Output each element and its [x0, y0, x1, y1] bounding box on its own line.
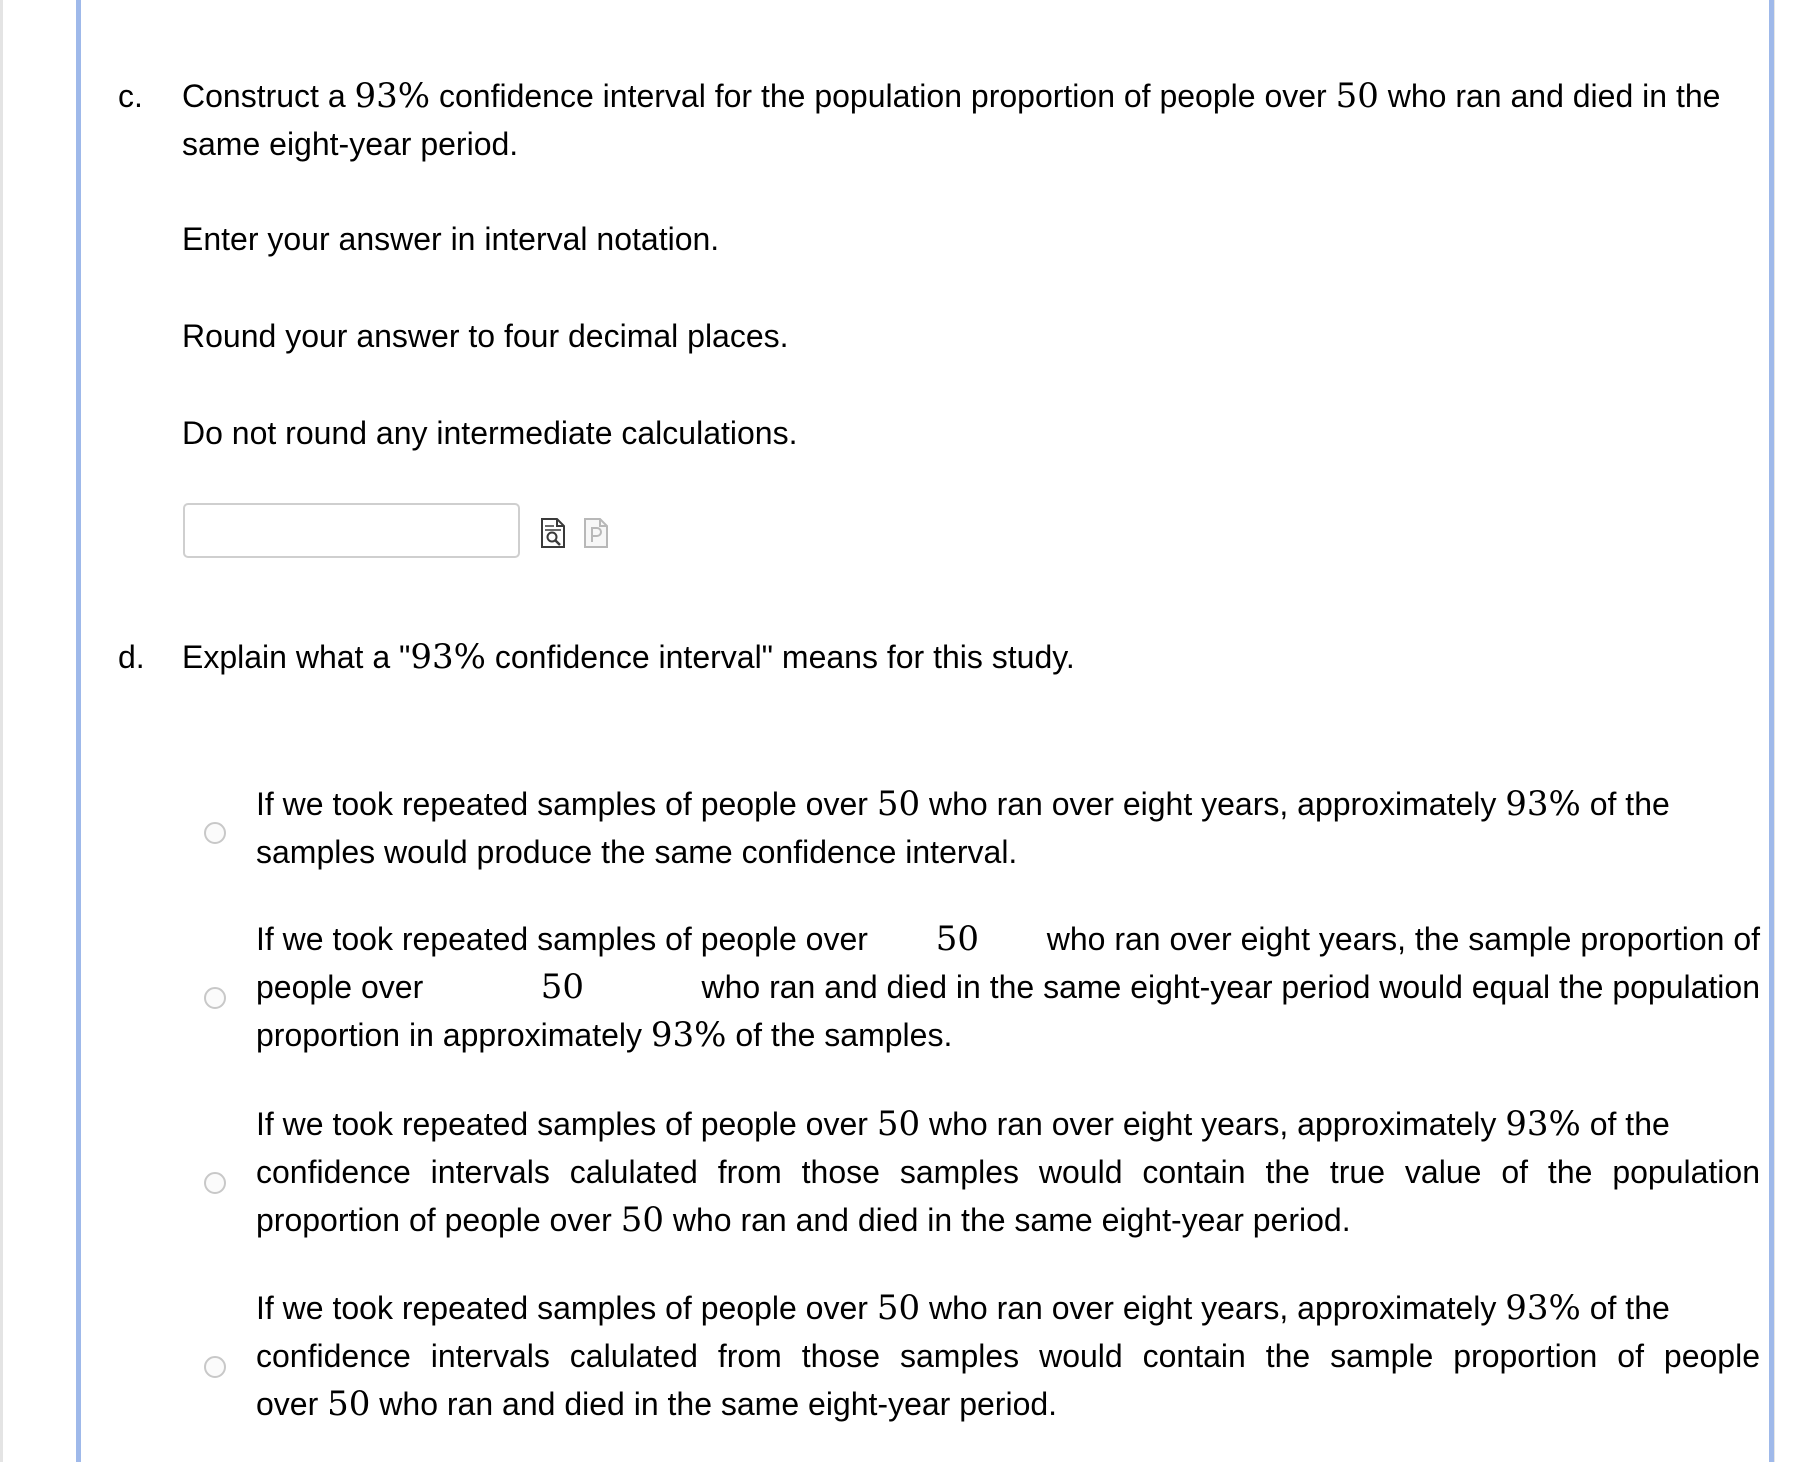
age-number: 50 [876, 784, 921, 824]
right-margin [1774, 0, 1804, 1462]
option-text[interactable] [256, 780, 1760, 876]
option-line: confidence intervals calulated from those samples would contain the true value of the population [256, 1154, 1760, 1190]
equation-editor-icon[interactable] [583, 517, 609, 549]
option-line [256, 1196, 1760, 1244]
age-number: 50 [935, 919, 979, 959]
question-d-prompt [182, 633, 1764, 681]
prompt-text: confidence interval" means for this study. [485, 639, 1075, 675]
preview-document-icon[interactable] [540, 517, 566, 549]
prompt-text: Construct a [182, 78, 346, 114]
question-c-prompt [182, 72, 1764, 168]
option-line [256, 780, 1760, 828]
option-line [256, 915, 1760, 963]
left-border [0, 0, 3, 1462]
confidence-level: 93% [1505, 784, 1581, 824]
option-text-part: who ran over eight years, approximately [928, 786, 1497, 822]
confidence-level: 93% [1505, 1104, 1581, 1144]
age-number: 50 [327, 1384, 371, 1424]
option-text-part: who ran and died in the same eight-year period. [379, 1386, 1058, 1422]
confidence-level: 93% [410, 637, 486, 677]
option-text-part: who ran over eight years, approximately [928, 1290, 1497, 1326]
option-text-part: who ran over eight years, approximately [928, 1106, 1497, 1142]
answer-input[interactable] [183, 503, 520, 558]
option-text-part: of the [1589, 786, 1670, 822]
option-line: samples would produce the same confidence interval. [256, 834, 1018, 870]
option-text-part: If we took repeated samples of people over [256, 1106, 868, 1142]
age-number: 50 [540, 967, 584, 1007]
age-number: 50 [1335, 76, 1379, 116]
option-text[interactable] [256, 915, 1760, 1059]
confidence-level: 93% [1505, 1288, 1581, 1328]
option-text-part: over [256, 1386, 319, 1422]
option-text-part: who ran over eight years, the sample proportion of [1046, 921, 1760, 957]
option-text-part: of the [1589, 1290, 1670, 1326]
age-number: 50 [876, 1104, 921, 1144]
prompt-text: Explain what a " [182, 639, 411, 675]
instruction-round: Round your answer to four decimal places. [182, 318, 789, 354]
option-text-part: If we took repeated samples of people over [256, 786, 868, 822]
option-line: confidence intervals calulated from those samples would contain the sample proportion of people [256, 1338, 1760, 1374]
question-frame-left-border [76, 0, 81, 1462]
radio-button[interactable] [204, 1172, 226, 1194]
option-line [256, 1380, 1760, 1428]
option-line [256, 963, 1760, 1011]
option-line [256, 1011, 1760, 1059]
confidence-level: 93% [650, 1015, 727, 1055]
option-text[interactable] [256, 1284, 1760, 1428]
option-text-part: of the samples. [735, 1017, 953, 1053]
option-text-part: proportion of people over [256, 1202, 612, 1238]
age-number: 50 [876, 1288, 921, 1328]
confidence-level: 93% [354, 76, 431, 116]
option-text-part: proportion in approximately [256, 1017, 642, 1053]
question-c-letter: c. [118, 78, 143, 114]
instruction-interval-notation: Enter your answer in interval notation. [182, 221, 720, 257]
prompt-text: confidence interval for the population proportion of people over [438, 78, 1327, 114]
radio-button[interactable] [204, 1356, 226, 1378]
option-text-part: people over [256, 969, 424, 1005]
option-line [256, 1100, 1760, 1148]
age-number: 50 [620, 1200, 664, 1240]
option-text-part: who ran and died in the same eight-year period. [672, 1202, 1351, 1238]
option-text[interactable] [256, 1100, 1760, 1244]
radio-button[interactable] [204, 987, 226, 1009]
option-text-part: If we took repeated samples of people over [256, 1290, 868, 1326]
radio-button[interactable] [204, 822, 226, 844]
question-d-letter: d. [118, 639, 145, 675]
option-line [256, 1284, 1760, 1332]
prompt-text: who ran and died in the same eight-year period. [182, 78, 1721, 162]
option-text-part: of the [1589, 1106, 1670, 1142]
option-text-part: who ran and died in the same eight-year period would equal the population [701, 969, 1760, 1005]
option-text-part: If we took repeated samples of people over [256, 921, 868, 957]
instruction-no-intermediate-rounding: Do not round any intermediate calculations. [182, 415, 798, 451]
